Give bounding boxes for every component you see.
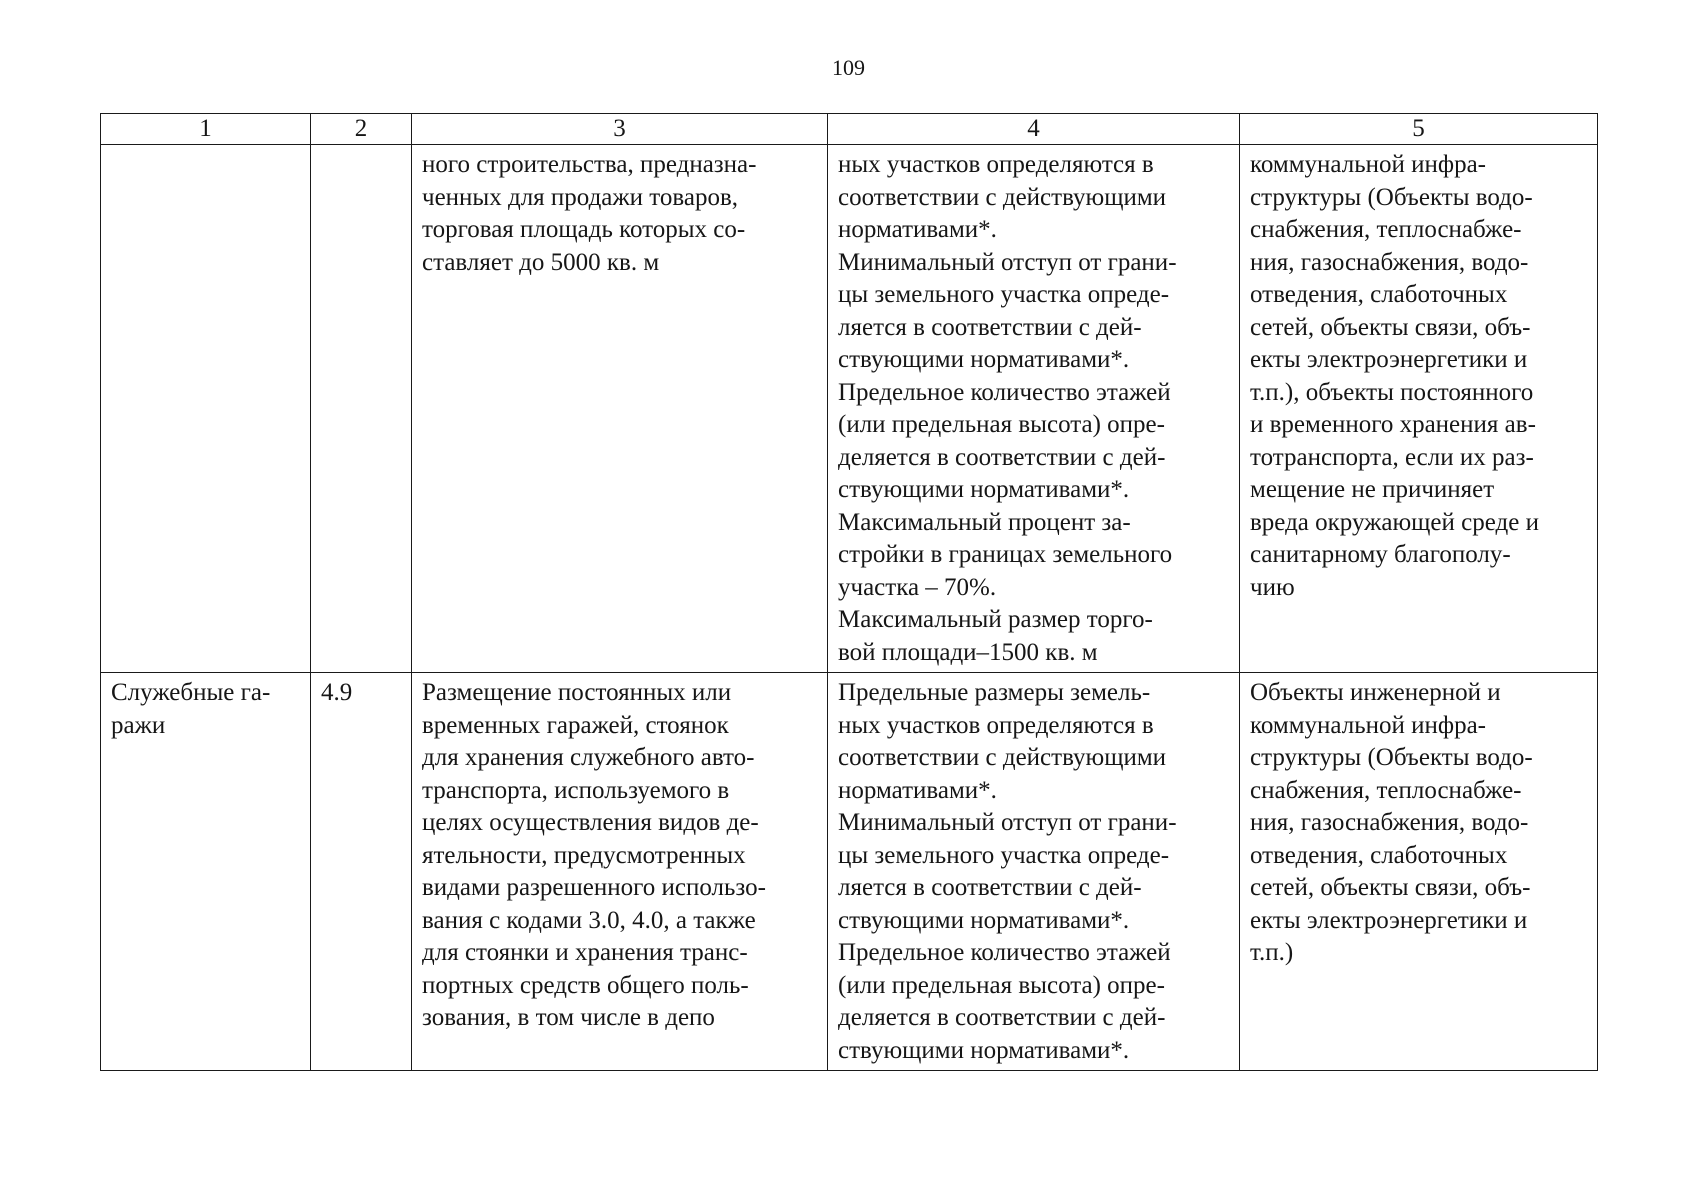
cell-line: (или предельная высота) опре- bbox=[838, 971, 1165, 999]
use-description-cell bbox=[412, 673, 828, 1071]
cell-line: Минимальный отступ от грани- bbox=[838, 809, 1177, 836]
cell-line: ляется в соответствии с дей- bbox=[838, 874, 1142, 901]
cell-line: ствующими нормативами*. bbox=[838, 476, 1130, 503]
cell-line: структуры (Объекты водо- bbox=[1250, 744, 1533, 771]
cell-line: ния, газоснабжения, водо- bbox=[1250, 248, 1529, 276]
cell-line: ченных для продажи товаров, bbox=[422, 183, 739, 211]
cell-line: цы земельного участка опреде- bbox=[838, 841, 1170, 869]
land-use-table bbox=[100, 113, 1598, 1071]
cell-line: отведения, слаботочных bbox=[1250, 841, 1508, 869]
cell-line: нормативами*. bbox=[838, 216, 997, 243]
cell-line: ствующими нормативами*. bbox=[838, 346, 1130, 373]
table-row bbox=[101, 673, 1598, 1071]
cell-line: Предельные размеры земель- bbox=[838, 679, 1151, 706]
cell-line: Размещение постоянных или bbox=[422, 679, 732, 706]
cell-line: Предельное количество этажей bbox=[838, 939, 1171, 966]
cell-line: Служебные га- bbox=[111, 679, 271, 706]
cell-line: отведения, слаботочных bbox=[1250, 281, 1508, 308]
cell-line: видами разрешенного использо- bbox=[422, 874, 766, 901]
cell-line: коммунальной инфра- bbox=[1250, 711, 1486, 739]
cell-line: цы земельного участка опреде- bbox=[838, 281, 1170, 308]
cell-line: ного строительства, предназна- bbox=[422, 151, 757, 178]
cell-line: нормативами*. bbox=[838, 776, 997, 804]
cell-line: для хранения служебного авто- bbox=[422, 744, 755, 771]
cell-line: для стоянки и хранения транс- bbox=[422, 939, 748, 966]
cell-line: соответствии с действующими bbox=[838, 744, 1167, 771]
cell-line: Максимальный процент за- bbox=[838, 508, 1131, 536]
column-header-3: 3 bbox=[412, 114, 828, 145]
cell-line: (или предельная высота) опре- bbox=[838, 411, 1165, 438]
cell-line: ных участков определяются в bbox=[838, 151, 1154, 178]
cell-line: вой площади–1500 кв. м bbox=[838, 638, 1098, 666]
cell-line: ных участков определяются в bbox=[838, 711, 1154, 739]
cell-line: деляется в соответствии с дей- bbox=[838, 443, 1166, 471]
cell-line: деляется в соответствии с дей- bbox=[838, 1004, 1166, 1031]
cell-line: коммунальной инфра- bbox=[1250, 151, 1486, 178]
cell-line: целях осуществления видов де- bbox=[422, 809, 759, 836]
column-header-2: 2 bbox=[311, 114, 412, 145]
cell-line: т.п.) bbox=[1250, 939, 1294, 966]
table-body bbox=[101, 145, 1598, 1071]
cell-line: санитарному благополу- bbox=[1250, 541, 1511, 568]
use-name-cell bbox=[101, 673, 311, 1071]
column-header-1: 1 bbox=[101, 114, 311, 145]
cell-line: зования, в том числе в депо bbox=[422, 1004, 715, 1031]
cell-line: ставляет до 5000 кв. м bbox=[422, 248, 660, 276]
cell-line: транспорта, используемого в bbox=[422, 776, 730, 804]
cell-line: вреда окружающей среде и bbox=[1250, 508, 1539, 536]
cell-line: чию bbox=[1250, 573, 1295, 601]
cell-line: снабжения, теплоснабже- bbox=[1250, 216, 1522, 243]
cell-line: Максимальный размер торго- bbox=[838, 606, 1153, 633]
cell-line: вания с кодами 3.0, 4.0, а также bbox=[422, 906, 756, 934]
parameters-cell bbox=[828, 145, 1240, 673]
table-row bbox=[101, 145, 1598, 673]
cell-line: Минимальный отступ от грани- bbox=[838, 248, 1177, 276]
auxiliary-uses-cell bbox=[1240, 673, 1598, 1071]
cell-line: екты электроэнергетики и bbox=[1250, 906, 1528, 934]
cell-line: ятельности, предусмотренных bbox=[422, 841, 746, 869]
cell-line: сетей, объекты связи, объ- bbox=[1250, 874, 1531, 901]
header-row bbox=[101, 114, 1598, 145]
cell-line: структуры (Объекты водо- bbox=[1250, 183, 1533, 211]
cell-line: т.п.), объекты постоянного bbox=[1250, 378, 1534, 406]
cell-line: временных гаражей, стоянок bbox=[422, 711, 729, 739]
use-name-cell bbox=[101, 145, 311, 673]
cell-line: стройки в границах земельного bbox=[838, 541, 1173, 568]
column-header-4: 4 bbox=[828, 114, 1240, 145]
cell-line: ляется в соответствии с дей- bbox=[838, 313, 1142, 341]
column-header-5: 5 bbox=[1240, 114, 1598, 145]
cell-line: Предельное количество этажей bbox=[838, 378, 1171, 406]
cell-line: и временного хранения ав- bbox=[1250, 411, 1536, 438]
cell-line: портных средств общего поль- bbox=[422, 971, 749, 999]
cell-line: ния, газоснабжения, водо- bbox=[1250, 809, 1529, 836]
use-description-cell bbox=[412, 145, 828, 673]
cell-line: снабжения, теплоснабже- bbox=[1250, 776, 1522, 804]
page-number: 109 bbox=[832, 55, 865, 80]
cell-line: ражи bbox=[111, 711, 166, 739]
cell-line: соответствии с действующими bbox=[838, 183, 1167, 211]
cell-line: сетей, объекты связи, объ- bbox=[1250, 313, 1531, 341]
cell-line: участка – 70%. bbox=[838, 573, 997, 601]
use-code-cell bbox=[311, 145, 412, 673]
cell-line: екты электроэнергетики и bbox=[1250, 346, 1528, 373]
cell-line: ствующими нормативами*. bbox=[838, 906, 1130, 934]
cell-line: торговая площадь которых со- bbox=[422, 216, 746, 243]
parameters-cell bbox=[828, 673, 1240, 1071]
cell-line: мещение не причиняет bbox=[1250, 476, 1495, 503]
cell-line: тотранспорта, если их раз- bbox=[1250, 443, 1534, 471]
cell-line: ствующими нормативами*. bbox=[838, 1036, 1130, 1064]
use-code-cell: 4.9 bbox=[311, 673, 412, 1071]
auxiliary-uses-cell bbox=[1240, 145, 1598, 673]
cell-line: Объекты инженерной и bbox=[1250, 679, 1501, 706]
